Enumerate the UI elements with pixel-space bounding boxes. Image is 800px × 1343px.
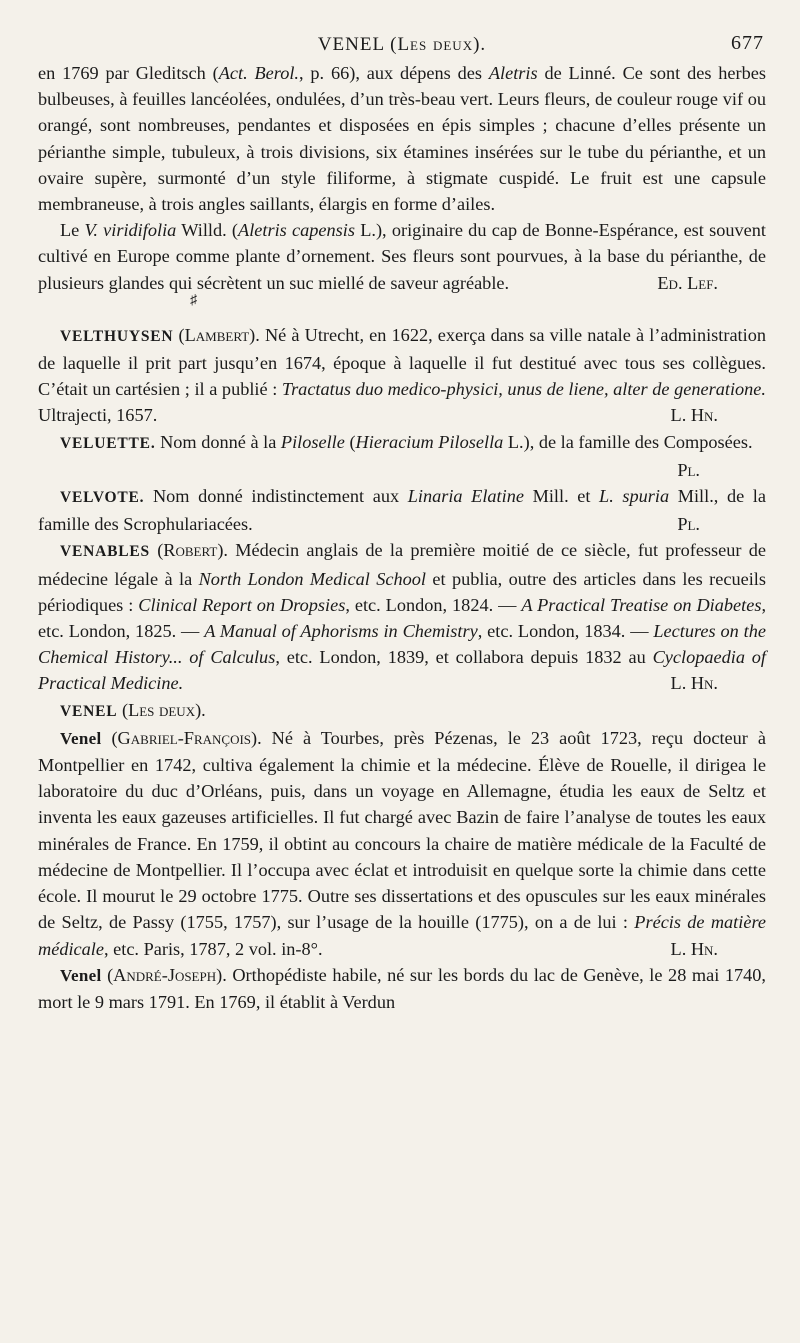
text-run: Orthopédiste habile, né sur les bords du lac de Genève, le 28 mai 1740, mort le 9 mars 1791. En 1769, il établit à Verdun bbox=[38, 964, 766, 1012]
text-run: Né à Tourbes, près Pézenas, le 23 août 1723, reçu docteur à Montpellier en 1742, cultiva également la chimie et la médecine. Élève de Rouelle, il dirigea le laboratoire du duc d’Orléans, puis, dans un voyage en Allemagne, étudia les eaux de Seltz et inventa les eaux gazeuses artificielles. Il fut chargé avec Bazin de faire l’analyse de toutes les eaux minérales de France. En 1759, il obtint au concours la chaire de matière médicale de la Faculté de médecine de Montpellier. Il l’occupa avec éclat et introduisit en quelque sorte la chimie dans cette école. Il mourut le 29 octobre 1775. Outre ses dissertations et des opuscules sur les eaux minérales de Seltz, de Passy (1755, 1757), sur l’usage de la houille (1775), on a de lui : bbox=[38, 727, 766, 933]
headword: VENABLES bbox=[60, 543, 150, 561]
entry-venables bbox=[38, 537, 766, 696]
text-run: ( bbox=[344, 431, 356, 452]
entry-velthuysen bbox=[38, 322, 766, 429]
text-run: de Linné. Ce sont des herbes bulbeuses, à feuilles lancéolées, ondulées, d’un très-beau vert. Leurs fleurs, de couleur rouge vif ou orangé, sont nombreuses, pendantes et disposées en épis simples ; chacune d’elles présente un périanthe simple, tubuleux, à trois divisions, six étamines insérées sur le tube du périanthe, et un ovaire supère, surmonté d’un style filiforme, à stigmate cuspidé. Le fruit est une capsule membraneuse, à trois angles saillants, élargis en forme d’ailes. bbox=[38, 63, 767, 215]
page-number: 677 bbox=[731, 32, 764, 54]
genus-name: Aletris bbox=[488, 63, 538, 83]
species-name: Hieracium Pilosella bbox=[355, 431, 504, 452]
viridifolia-paragraph bbox=[38, 217, 766, 296]
entry-veluette bbox=[38, 429, 766, 480]
text-run: Mill. et bbox=[523, 486, 600, 507]
given-name: (Les deux). bbox=[121, 699, 206, 720]
text-run: , etc. London, 1834. — bbox=[477, 621, 654, 642]
species-name: Aletris capensis bbox=[238, 220, 355, 241]
work-title: Précis de matière médicale bbox=[38, 912, 766, 959]
author-signature: L. Hn. bbox=[670, 405, 718, 426]
entry-venel-andre bbox=[38, 962, 766, 1015]
text-run: en 1769 par Gleditsch ( bbox=[38, 63, 219, 83]
institution-name: North London Medical School bbox=[198, 568, 426, 589]
author-signature: L. Hn. bbox=[670, 938, 718, 959]
reference-title: Act. Berol. bbox=[218, 63, 299, 83]
page-body bbox=[38, 60, 766, 1015]
work-title: Tractatus duo medico-physici, unus de liene, alter de generatione. bbox=[281, 379, 766, 400]
entry-venel-gabriel bbox=[38, 725, 766, 962]
entry-venel-heading bbox=[38, 697, 766, 725]
ornament-mark: ♯ bbox=[190, 292, 197, 308]
text-run: Médecin anglais de la première moitié de ce siècle, fut professeur de médecine légale à la bbox=[38, 540, 766, 589]
given-name: (André-Joseph). bbox=[107, 964, 227, 985]
running-title-main: VENEL bbox=[317, 34, 385, 55]
text-run: Willd. ( bbox=[176, 220, 239, 241]
work-title: Cyclopaedia of Practical Medicine. bbox=[38, 647, 767, 694]
running-title-paren: (Les deux). bbox=[390, 34, 487, 55]
text-run: , p. 66), aux dépens des bbox=[299, 63, 489, 83]
given-name: (Lambert). bbox=[178, 324, 260, 345]
text-run: Né à Utrecht, en 1622, exerça dans sa ville natale à l’administration de laquelle il prit part jusqu’en 1674, époque à laquelle il fut destitué avec tous ses collègues. C’était un cartésien ; il a publié : bbox=[38, 324, 767, 400]
headword: VELTHUYSEN bbox=[60, 327, 174, 345]
work-title: Clinical Report on Dropsies bbox=[138, 594, 346, 615]
species-name: L. spuria bbox=[599, 486, 670, 507]
text-run: et publia, outre des articles dans les recueils périodiques : bbox=[38, 568, 766, 615]
species-name: Linaria Elatine bbox=[407, 486, 524, 507]
aletris-continuation bbox=[38, 60, 766, 217]
text-run: L.), originaire du cap de Bonne-Espérance, est souvent cultivé en Europe comme plante d’ornement. Ses fleurs sont pourvues, à la base du périanthe, de plusieurs glandes qui sécrètent un suc miellé de saveur agréable. bbox=[38, 220, 766, 293]
author-signature: L. Hn. bbox=[670, 673, 718, 694]
author-signature: Pl. bbox=[677, 459, 700, 480]
species-name: V. viridifolia bbox=[84, 220, 177, 241]
running-head bbox=[38, 30, 766, 60]
work-title: A Manual of Aphorisms in Chemistry bbox=[204, 621, 478, 642]
headword: VELUETTE. bbox=[60, 434, 156, 452]
author-signature: Pl. bbox=[677, 514, 700, 535]
text-run: , etc. Paris, 1787, 2 vol. in-8°. bbox=[103, 938, 323, 959]
given-name: (Robert). bbox=[157, 540, 228, 561]
work-title: A Practical Treatise on Diabetes bbox=[521, 594, 762, 615]
text-run: Nom donné à la bbox=[155, 431, 281, 452]
text-run: , etc. London, 1839, et collabora depuis 1832 au bbox=[275, 647, 653, 668]
headword: VELVOTE. bbox=[60, 489, 145, 507]
work-title: Lectures on the Chemical History... of Calculus bbox=[38, 621, 766, 668]
text-run: Nom donné indistinctement aux bbox=[144, 486, 408, 507]
plant-name: Piloselle bbox=[280, 431, 345, 452]
text-run: Le bbox=[60, 220, 85, 241]
text-run: L.), de la famille des Composées. bbox=[503, 431, 753, 452]
given-name: (Gabriel-François). bbox=[111, 727, 262, 748]
headword: Venel bbox=[60, 965, 102, 985]
author-signature: Ed. Lef. bbox=[657, 272, 718, 293]
text-run: , etc. London, 1824. — bbox=[345, 594, 522, 615]
headword: Venel bbox=[60, 728, 102, 748]
headword: VENEL bbox=[60, 702, 118, 720]
text-run: Mill., de la famille des Scrophulariacées. bbox=[38, 486, 766, 535]
text-run: , etc. London, 1825. — bbox=[38, 594, 767, 642]
entry-velvote bbox=[38, 483, 766, 537]
running-title bbox=[38, 34, 766, 56]
text-run: Ultrajecti, 1657. bbox=[38, 405, 158, 426]
